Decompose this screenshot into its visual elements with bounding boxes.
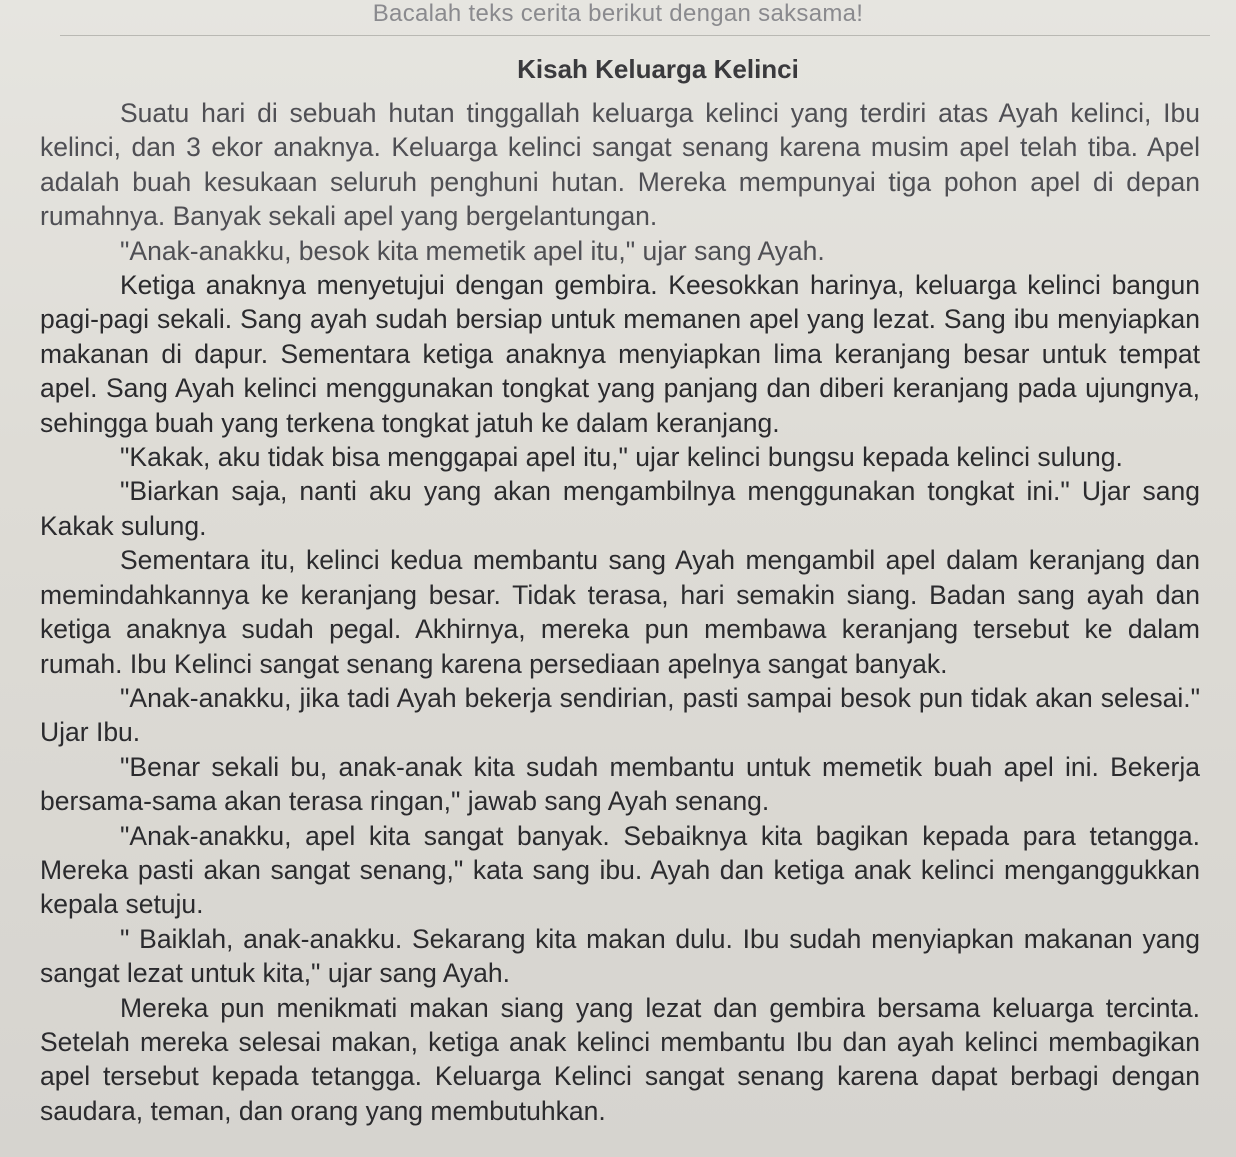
instruction-text: Bacalah teks cerita berikut dengan saksama!	[372, 0, 864, 27]
paragraph: Suatu hari di sebuah hutan tinggallah keluarga kelinci yang terdiri atas Ayah kelinci, Ibu kelinci, dan 3 ekor anaknya. Keluarga kelinci sangat senang karena musim apel telah tiba. Apel adalah buah kesukaan seluruh penghuni hutan. Mereka mempunyai tiga pohon apel di depan rumahnya. Banyak sekali apel yang bergelantungan.	[40, 98, 1200, 232]
paragraph: " Baiklah, anak-anakku. Sekarang kita makan dulu. Ibu sudah menyiapkan makanan yang sangat lezat untuk kita," ujar sang Ayah.	[40, 923, 1200, 989]
paragraph: "Benar sekali bu, anak-anak kita sudah membantu untuk memetik buah apel ini. Bekerja bersama-sama akan terasa ringan," jawab sang Ayah senang.	[40, 751, 1200, 817]
story-body	[40, 96, 1200, 1128]
paragraph: Sementara itu, kelinci kedua membantu sang Ayah mengambil apel dalam keranjang dan memindahkannya ke keranjang besar. Tidak terasa, hari semakin siang. Badan sang ayah dan ketiga anaknya sudah pegal. Akhirnya, mereka pun membawa keranjang tersebut ke dalam rumah. Ibu Kelinci sangat senang karena persediaan apelnya sangat banyak.	[40, 545, 1200, 679]
paragraph: "Kakak, aku tidak bisa menggapai apel itu," ujar kelinci bungsu kepada kelinci sulung.	[120, 442, 1123, 473]
story-title: Kisah Keluarga Kelinci	[517, 54, 799, 84]
paragraph: "Biarkan saja, nanti aku yang akan mengambilnya menggunakan tongkat ini." Ujar sang Kakak sulung.	[40, 476, 1200, 541]
paragraph: Ketiga anaknya menyetujui dengan gembira. Keesokkan harinya, keluarga kelinci bangun pagi-pagi sekali. Sang ayah sudah bersiap untuk memanen apel yang lezat. Sang ibu menyiapkan makanan di dapur. Sementara ketiga anaknya menyiapkan lima keranjang besar untuk tempat apel. Sang Ayah kelinci menggunakan tongkat yang panjang dan diberi keranjang pada ujungnya, sehingga buah yang terkena tongkat jatuh ke dalam keranjang.	[40, 270, 1200, 438]
paragraph: "Anak-anakku, besok kita memetik apel itu," ujar sang Ayah.	[120, 235, 825, 266]
paragraph: Mereka pun menikmati makan siang yang lezat dan gembira bersama keluarga tercinta. Setelah mereka selesai makan, ketiga anak kelinci membantu Ibu dan ayah kelinci membagikan apel tersebut kepada tetangga. Keluarga Kelinci sangat senang karena dapat berbagi dengan saudara, teman, dan orang yang membutuhkan.	[40, 992, 1200, 1126]
paragraph: "Anak-anakku, apel kita sangat banyak. Sebaiknya kita bagikan kepada para tetangga. Mereka pasti akan sangat senang," kata sang ibu. Ayah dan ketiga anak kelinci menganggukkan kepala setuju.	[40, 820, 1200, 920]
paragraph: "Anak-anakku, jika tadi Ayah bekerja sendirian, pasti sampai besok pun tidak akan selesai." Ujar Ibu.	[40, 682, 1200, 748]
divider	[60, 35, 1210, 36]
